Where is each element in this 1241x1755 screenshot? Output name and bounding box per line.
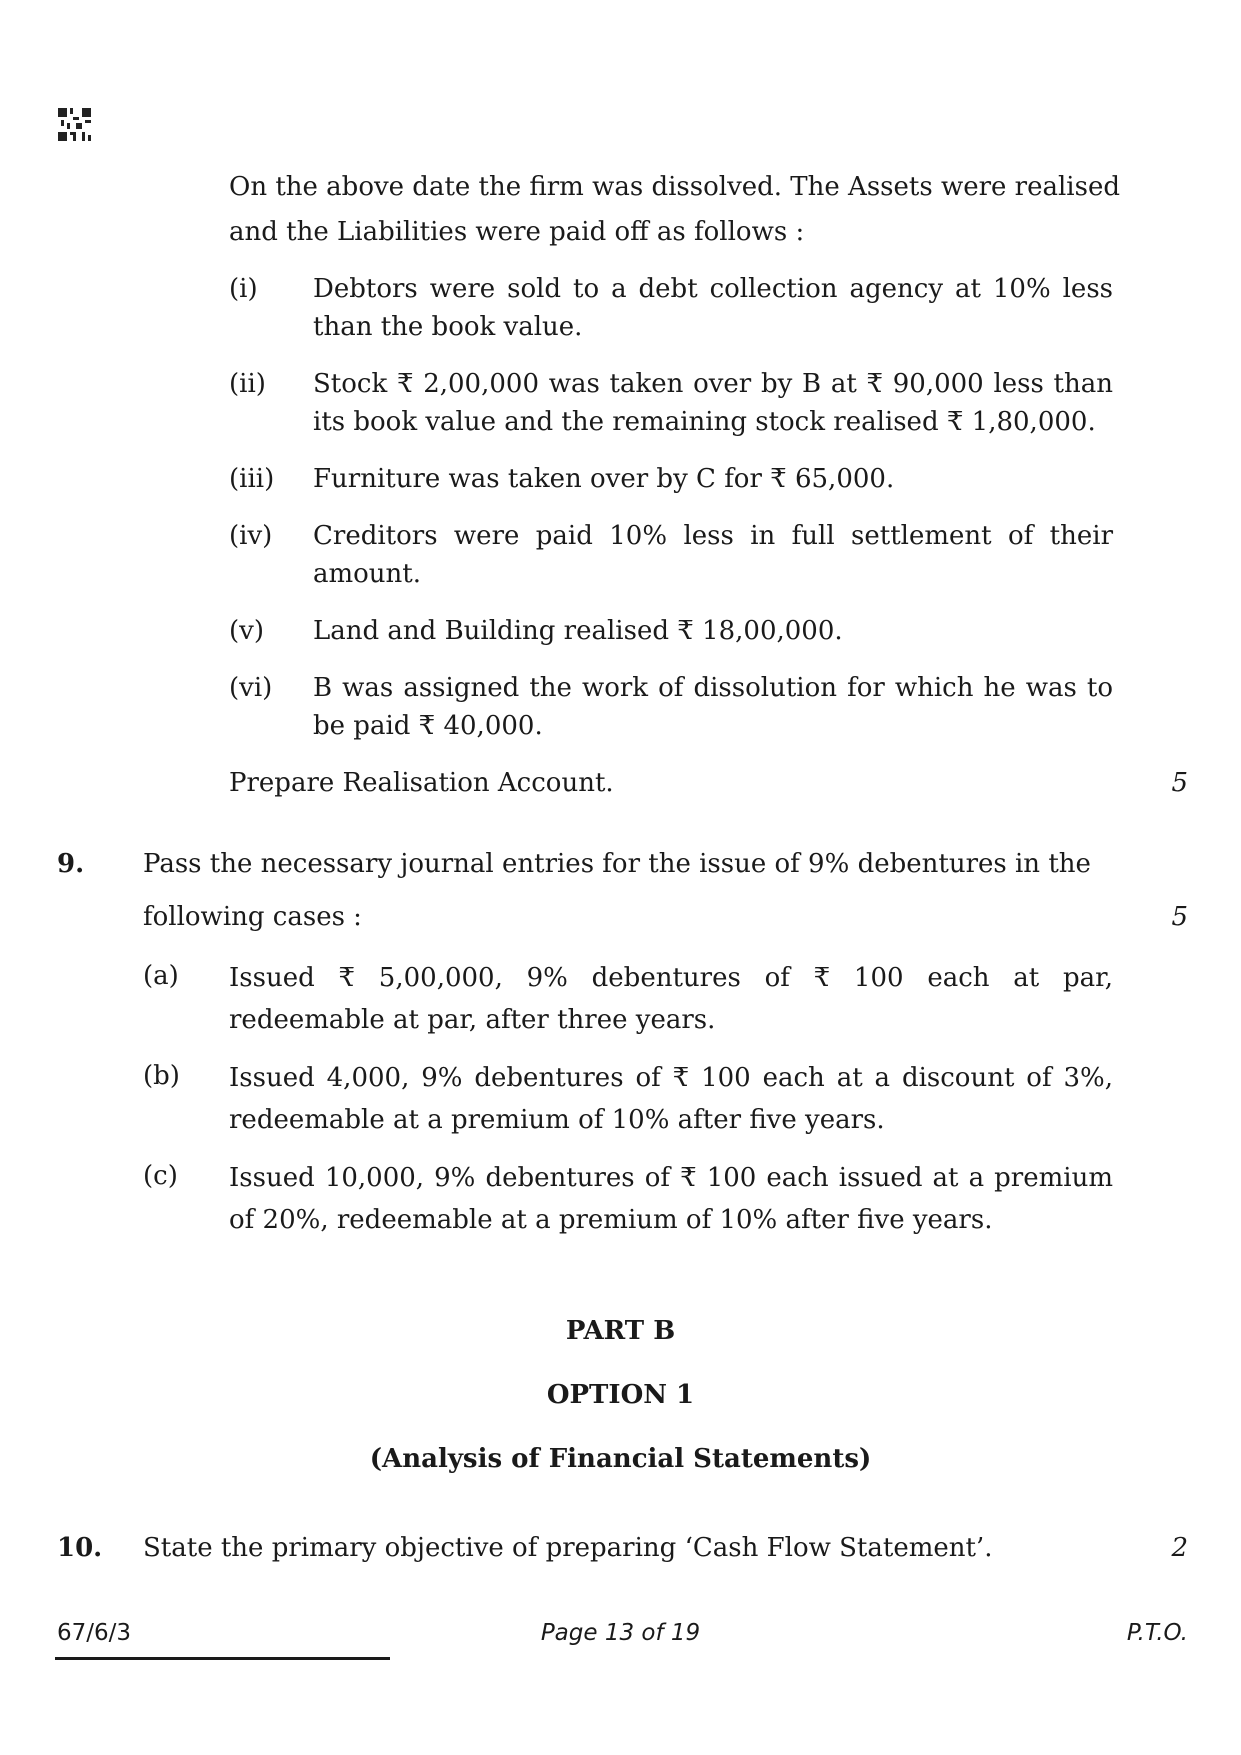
q8-item-text: Creditors were paid 10% less in full settlement of their amount. [313,521,1113,589]
q9-marks: 5 [1171,902,1188,932]
q8-item-label: (v) [229,616,264,646]
q8-item-label: (iii) [229,464,275,494]
option-heading: OPTION 1 [546,1380,695,1410]
pto-label: P.T.O. [1126,1620,1188,1646]
q8-instruction: Prepare Realisation Account. [229,768,614,798]
q8-item-label: (i) [229,274,258,304]
q9-text-line-2: following cases : [143,902,362,932]
q9-text-line-1: Pass the necessary journal entries for the issue of 9% debentures in the [143,849,1091,879]
footer-divider [55,1657,390,1660]
q8-item-label: (iv) [229,521,273,551]
q8-item-text: B was assigned the work of dissolution for which he was to be paid ₹ 40,000. [313,673,1113,741]
q8-item-label: (ii) [229,369,266,399]
q9-item-text: Issued ₹ 5,00,000, 9% debentures of ₹ 100 each at par, redeemable at par, after three years. [229,963,1113,1035]
intro-line-2: and the Liabilities were paid off as follows : [229,217,805,247]
q10-text: State the primary objective of preparing ‘Cash Flow Statement’. [143,1533,993,1563]
q8-item-text: Land and Building realised ₹ 18,00,000. [313,616,843,646]
q8-item-text: Debtors were sold to a debt collection agency at 10% less than the book value. [313,274,1113,342]
q9-item-label: (b) [143,1061,180,1091]
page-number: Page 13 of 19 [540,1620,701,1646]
q8-marks: 5 [1171,768,1188,798]
paper-code: 67/6/3 [57,1620,132,1646]
part-heading: PART B [565,1316,676,1346]
q9-item-text: Issued 10,000, 9% debentures of ₹ 100 each issued at a premium of 20%, redeemable at a premium of 10% after five years. [229,1163,1113,1235]
qr-code-icon [58,108,91,141]
q8-item-text: Furniture was taken over by C for ₹ 65,000. [313,464,895,494]
q9-item-label: (a) [143,961,179,991]
q8-item-label: (vi) [229,673,273,703]
question-number: 9. [57,849,85,879]
section-heading: (Analysis of Financial Statements) [369,1444,872,1474]
q9-item-label: (c) [143,1161,178,1191]
q9-item-text: Issued 4,000, 9% debentures of ₹ 100 each at a discount of 3%, redeemable at a premium of 10% after five years. [229,1063,1113,1135]
q10-marks: 2 [1171,1533,1188,1563]
intro-line-1: On the above date the firm was dissolved. The Assets were realised [229,172,1120,202]
q8-item-text: Stock ₹ 2,00,000 was taken over by B at ₹ 90,000 less than its book value and the remaining stock realised ₹ 1,80,000. [313,369,1113,437]
question-number: 10. [57,1533,103,1563]
